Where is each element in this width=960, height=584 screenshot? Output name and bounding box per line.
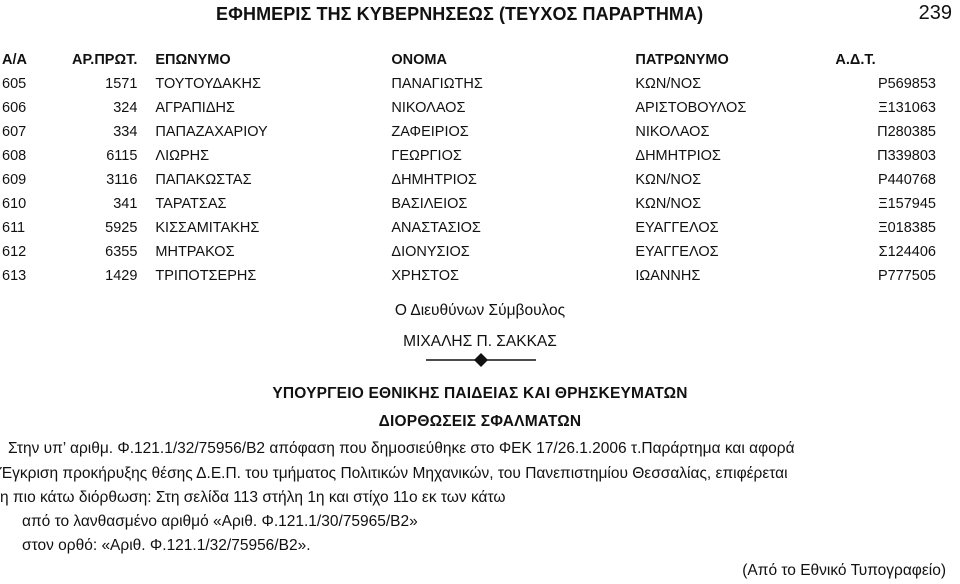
cell-protocol: 1571: [105, 76, 138, 92]
cell-protocol: 334: [113, 124, 138, 140]
cell-surname: ΠΑΠΑΖΑΧΑΡΙΟΥ: [155, 124, 268, 140]
cell-id-card: Ρ440768: [877, 172, 936, 188]
cell-fathers-name: ΑΡΙΣΤΟΒΟΥΛΟΣ: [635, 100, 747, 116]
page-number: 239: [918, 2, 952, 24]
cell-id-card: Ρ777505: [877, 268, 936, 284]
cell-surname: ΤΑΡΑΤΣΑΣ: [155, 196, 227, 212]
cell-name: ΧΡΗΣΤΟΣ: [391, 268, 460, 284]
body-line-1: Στην υπ’ αριθμ. Φ.121.1/32/75956/Β2 απόφαση που δημοσιεύθηκε στο ΦΕΚ 17/26.1.2006 τ.Παράρτημα και αφορά: [8, 440, 795, 457]
roster-table: [0, 48, 960, 288]
gazette-title: ΕΦΗΜΕΡΙΣ ΤΗΣ ΚΥΒΕΡΝΗΣΕΩΣ (ΤΕΥΧΟΣ ΠΑΡΑΡΤΗΜΑ): [216, 4, 704, 24]
table-row: [0, 264, 960, 288]
table-row: [0, 168, 960, 192]
ministry-name: ΥΠΟΥΡΓΕΙΟ ΕΘΝΙΚΗΣ ΠΑΙΔΕΙΑΣ ΚΑΙ ΘΡΗΣΚΕΥΜΑΤΩΝ: [272, 385, 688, 402]
cell-surname: ΑΓΡΑΠΙΔΗΣ: [155, 100, 235, 116]
cell-surname: ΠΑΠΑΚΩΣΤΑΣ: [155, 172, 252, 188]
cell-aa: 608: [2, 148, 27, 164]
table-row: [0, 144, 960, 168]
cell-surname: ΚΙΣΣΑΜΙΤΑΚΗΣ: [155, 220, 260, 236]
cell-fathers-name: ΚΩΝ/ΝΟΣ: [635, 196, 702, 212]
cell-aa: 605: [2, 76, 27, 92]
cell-fathers-name: ΚΩΝ/ΝΟΣ: [635, 172, 702, 188]
column-header-protocol: ΑΡ.ΠΡΩΤ.: [72, 52, 138, 68]
cell-id-card: Ρ569853: [877, 76, 936, 92]
signature-name: ΜΙΧΑΛΗΣ Π. ΣΑΚΚΑΣ: [403, 333, 557, 350]
page-header: [0, 2, 960, 34]
cell-name: ΝΙΚΟΛΑΟΣ: [391, 100, 466, 116]
cell-aa: 606: [2, 100, 27, 116]
cell-surname: ΤΟΥΤΟΥΔΑΚΗΣ: [155, 76, 261, 92]
column-header-id-card: Α.Δ.Τ.: [835, 52, 876, 68]
table-row: [0, 72, 960, 96]
cell-id-card: Σ124406: [878, 244, 936, 260]
column-header-fathers-name: ΠΑΤΡΩΝΥΜΟ: [635, 52, 729, 68]
cell-protocol: 324: [113, 100, 138, 116]
cell-fathers-name: ΕΥΑΓΓΕΛΟΣ: [635, 220, 719, 236]
cell-name: ΖΑΦΕΙΡΙΟΣ: [391, 124, 469, 140]
cell-name: ΑΝΑΣΤΑΣΙΟΣ: [391, 220, 481, 236]
source-attribution: (Από το Εθνικό Τυπογραφείο): [742, 562, 946, 579]
cell-name: ΒΑΣΙΛΕΙΟΣ: [391, 196, 468, 212]
cell-name: ΔΗΜΗΤΡΙΟΣ: [391, 172, 477, 188]
table-row: [0, 216, 960, 240]
cell-aa: 609: [2, 172, 27, 188]
cell-aa: 611: [2, 220, 26, 236]
cell-fathers-name: ΔΗΜΗΤΡΙΟΣ: [635, 148, 721, 164]
cell-id-card: Ξ131063: [878, 100, 936, 116]
column-header-name: ΟΝΟΜΑ: [391, 52, 447, 68]
cell-id-card: Ξ018385: [878, 220, 936, 236]
cell-protocol: 341: [113, 196, 138, 212]
cell-protocol: 3116: [106, 172, 138, 188]
cell-aa: 607: [2, 124, 27, 140]
column-header-aa: Α/Α: [2, 52, 27, 68]
cell-fathers-name: ΕΥΑΓΓΕΛΟΣ: [635, 244, 719, 260]
cell-name: ΓΕΩΡΓΙΟΣ: [391, 148, 462, 164]
cell-protocol: 1429: [105, 268, 138, 284]
body-line-2: Έγκριση προκήρυξης θέσης Δ.Ε.Π. του τμήματος Πολιτικών Μηχανικών, του Πανεπιστημίου Θεσσαλίας, επιφέρεται: [0, 465, 788, 482]
cell-protocol: 5925: [105, 220, 138, 236]
cell-protocol: 6115: [106, 148, 138, 164]
table-row: [0, 120, 960, 144]
table-header-row: [0, 48, 960, 72]
cell-id-card: Ξ157945: [878, 196, 936, 212]
cell-protocol: 6355: [105, 244, 138, 260]
signature-role: Ο Διευθύνων Σύμβουλος: [394, 302, 566, 319]
cell-aa: 610: [2, 196, 27, 212]
table-row: [0, 96, 960, 120]
cell-surname: ΤΡΙΠΟΤΣΕΡΗΣ: [155, 268, 257, 284]
table-row: [0, 240, 960, 264]
corrections-heading: ΔΙΟΡΘΩΣΕΙΣ ΣΦΑΛΜΑΤΩΝ: [378, 413, 582, 430]
cell-fathers-name: ΝΙΚΟΛΑΟΣ: [635, 124, 710, 140]
cell-fathers-name: ΙΩΑΝΝΗΣ: [635, 268, 701, 284]
cell-aa: 613: [2, 268, 27, 284]
column-header-surname: ΕΠΩΝΥΜΟ: [155, 52, 231, 68]
cell-surname: ΛΙΩΡΗΣ: [155, 148, 210, 164]
ornament-divider: [426, 353, 536, 367]
body-line-4: από το λανθασμένο αριθμό «Αριθ. Φ.121.1/30/75965/Β2»: [22, 513, 418, 530]
cell-name: ΠΑΝΑΓΙΩΤΗΣ: [391, 76, 483, 92]
cell-id-card: Π280385: [877, 124, 936, 140]
body-line-3: η πιο κάτω διόρθωση: Στη σελίδα 113 στήλη 1η και στίχο 11ο εκ των κάτω: [0, 489, 506, 506]
cell-fathers-name: ΚΩΝ/ΝΟΣ: [635, 76, 702, 92]
cell-id-card: Π339803: [877, 148, 936, 164]
cell-name: ΔΙΟΝΥΣΙΟΣ: [391, 244, 470, 260]
body-line-5: στον ορθό: «Αριθ. Φ.121.1/32/75956/Β2».: [22, 537, 311, 554]
cell-surname: ΜΗΤΡΑΚΟΣ: [155, 244, 235, 260]
table-row: [0, 192, 960, 216]
cell-aa: 612: [2, 244, 27, 260]
